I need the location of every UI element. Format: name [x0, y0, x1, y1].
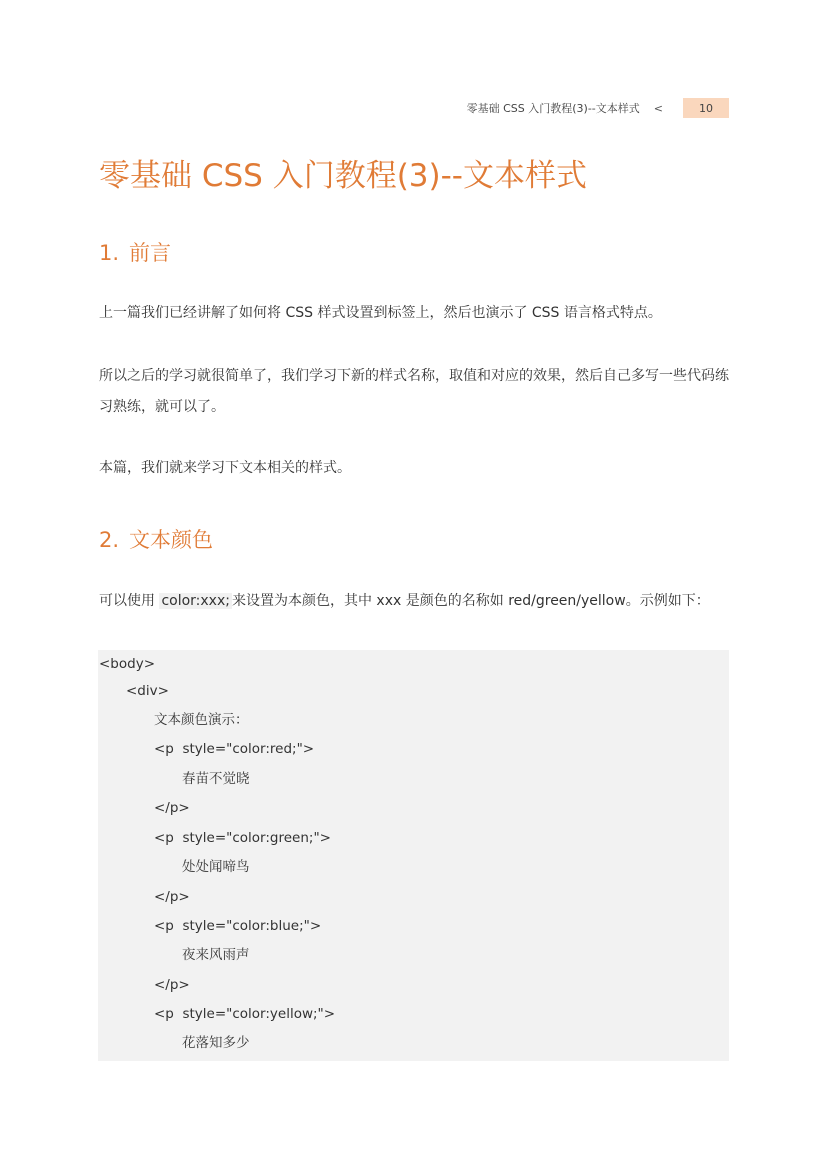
code-line: 春苗不觉晓: [182, 771, 250, 787]
code-line: </p>: [154, 800, 190, 816]
code-line: </p>: [154, 889, 190, 905]
section-1-heading: [99, 237, 171, 267]
code-line: <p style="color:green;">: [154, 830, 331, 846]
code-line: <p style="color:red;">: [154, 741, 315, 757]
header-title: 零基础 CSS 入门教程(3)--文本样式: [466, 102, 640, 115]
running-header: [467, 98, 729, 118]
inline-code: color:xxx;: [161, 593, 230, 609]
code-line: <p style="color:yellow;">: [154, 1006, 336, 1022]
paragraph-3: 本篇，我们就来学习下文本相关的样式。: [99, 460, 351, 476]
section-1-number: 1.: [99, 241, 120, 265]
section-2-heading: [99, 524, 213, 554]
section-1-title: 前言: [129, 241, 172, 265]
code-line: 文本颜色演示：: [154, 712, 249, 728]
code-line: 夜来风雨声: [182, 947, 250, 963]
paragraph-1: 上一篇我们已经讲解了如何将 CSS 样式设置到标签上，然后也演示了 CSS 语言格式特点。: [99, 305, 662, 321]
intro-text-before: 可以使用: [99, 593, 160, 609]
code-line: 处处闻啼鸟: [182, 859, 250, 875]
page-number-badge: 10: [683, 98, 729, 118]
code-block: [98, 650, 729, 1061]
code-line: <p style="color:blue;">: [154, 918, 322, 934]
code-line: <body>: [99, 656, 156, 672]
code-line: </p>: [154, 977, 190, 993]
section-2-number: 2.: [99, 528, 120, 552]
section-2-title: 文本颜色: [129, 528, 214, 552]
back-arrow-icon[interactable]: <: [653, 101, 663, 115]
code-line: <div>: [126, 683, 169, 699]
code-line: 花落知多少: [182, 1035, 250, 1051]
paragraph-4: [99, 586, 731, 617]
document-title: 零基础 CSS 入门教程(3)--文本样式: [99, 158, 587, 194]
intro-text-after: 来设置为本颜色，其中 xxx 是颜色的名称如 red/green/yellow。示例如下：: [231, 593, 710, 609]
paragraph-2: 所以之后的学习就很简单了，我们学习下新的样式名称，取值和对应的效果，然后自己多写一些代码练习熟练，就可以了。: [99, 368, 729, 415]
